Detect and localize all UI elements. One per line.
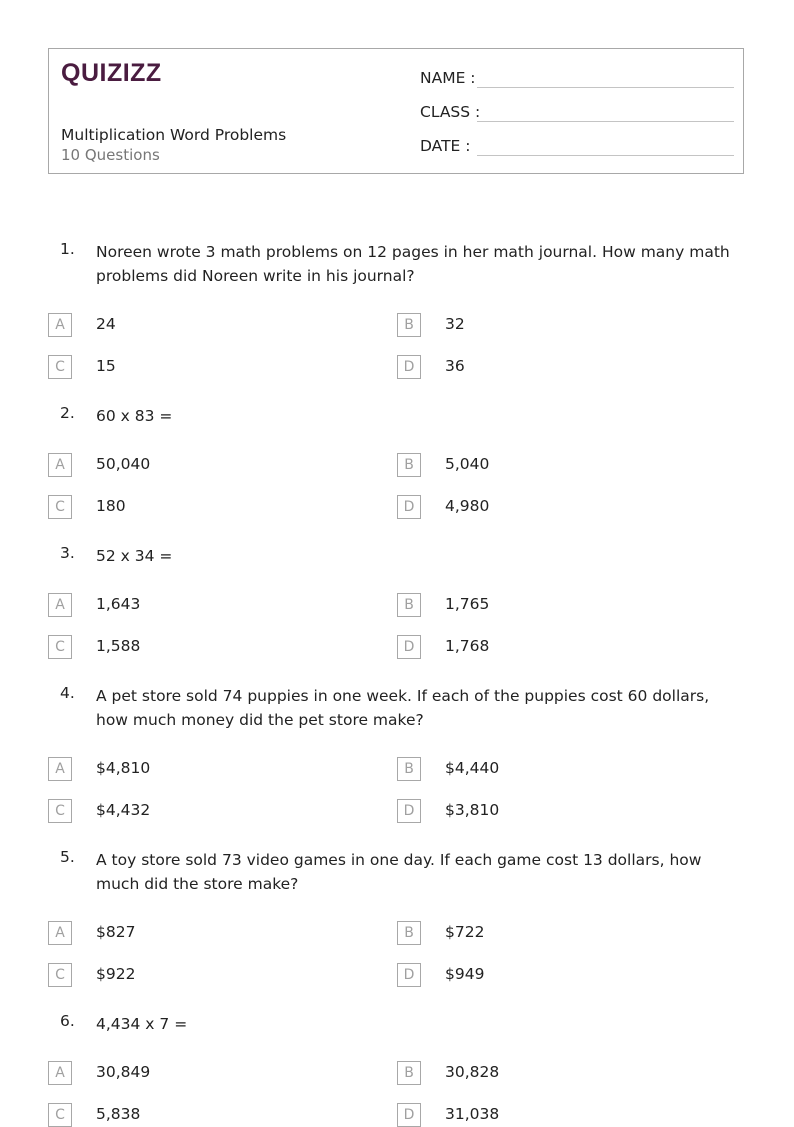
name-line bbox=[477, 87, 734, 88]
name-label: NAME : bbox=[420, 69, 476, 87]
date-field[interactable] bbox=[420, 135, 734, 159]
option-letter: B bbox=[397, 313, 421, 337]
option-letter: A bbox=[48, 921, 72, 945]
option-letter: C bbox=[48, 495, 72, 519]
question-text: 52 x 34 = bbox=[96, 547, 173, 565]
option-text: 50,040 bbox=[96, 455, 151, 473]
option-text: 30,849 bbox=[96, 1063, 151, 1081]
option-letter: B bbox=[397, 921, 421, 945]
option-letter: C bbox=[48, 799, 72, 823]
option-text: 24 bbox=[96, 315, 116, 333]
question-count: 10 Questions bbox=[61, 146, 160, 164]
option-letter: D bbox=[397, 495, 421, 519]
option-letter: D bbox=[397, 635, 421, 659]
option-letter: A bbox=[48, 313, 72, 337]
option-letter: C bbox=[48, 963, 72, 987]
option-letter: D bbox=[397, 799, 421, 823]
option-text: 36 bbox=[445, 357, 465, 375]
option-letter: B bbox=[397, 593, 421, 617]
option-text: 1,588 bbox=[96, 637, 141, 655]
date-label: DATE : bbox=[420, 137, 471, 155]
option-text: $3,810 bbox=[445, 801, 500, 819]
quizizz-logo: QUIZIZZ bbox=[61, 59, 162, 87]
option-text: $4,810 bbox=[96, 759, 151, 777]
option-text: 5,838 bbox=[96, 1105, 141, 1123]
question-number: 5. bbox=[60, 848, 75, 866]
option-text: 4,980 bbox=[445, 497, 490, 515]
date-line bbox=[477, 155, 734, 156]
question-number: 4. bbox=[60, 684, 75, 702]
question-text: 4,434 x 7 = bbox=[96, 1015, 188, 1033]
option-letter: B bbox=[397, 1061, 421, 1085]
option-letter: A bbox=[48, 1061, 72, 1085]
class-label: CLASS : bbox=[420, 103, 481, 121]
class-field[interactable] bbox=[420, 101, 734, 125]
option-text: 30,828 bbox=[445, 1063, 500, 1081]
option-text: 15 bbox=[96, 357, 116, 375]
option-text: $722 bbox=[445, 923, 485, 941]
option-letter: D bbox=[397, 963, 421, 987]
option-text: $4,432 bbox=[96, 801, 151, 819]
question-text: A pet store sold 74 puppies in one week. If each of the puppies cost 60 dollars, how much money did the pet store make? bbox=[96, 687, 710, 729]
question-number: 1. bbox=[60, 240, 75, 258]
option-letter: A bbox=[48, 593, 72, 617]
option-letter: D bbox=[397, 1103, 421, 1127]
option-text: 32 bbox=[445, 315, 465, 333]
option-letter: A bbox=[48, 757, 72, 781]
option-text: 180 bbox=[96, 497, 126, 515]
option-text: 1,768 bbox=[445, 637, 490, 655]
worksheet-header bbox=[48, 48, 744, 174]
question-number: 2. bbox=[60, 404, 75, 422]
option-text: 5,040 bbox=[445, 455, 490, 473]
option-text: 31,038 bbox=[445, 1105, 500, 1123]
question-number: 3. bbox=[60, 544, 75, 562]
worksheet-title: Multiplication Word Problems bbox=[61, 126, 287, 144]
question-text: 60 x 83 = bbox=[96, 407, 173, 425]
question-number: 6. bbox=[60, 1012, 75, 1030]
option-text: $827 bbox=[96, 923, 136, 941]
option-letter: A bbox=[48, 453, 72, 477]
option-text: $922 bbox=[96, 965, 136, 983]
option-letter: C bbox=[48, 355, 72, 379]
option-text: $4,440 bbox=[445, 759, 500, 777]
option-text: 1,643 bbox=[96, 595, 141, 613]
option-text: $949 bbox=[445, 965, 485, 983]
option-letter: B bbox=[397, 757, 421, 781]
option-text: 1,765 bbox=[445, 595, 490, 613]
question-text: A toy store sold 73 video games in one day. If each game cost 13 dollars, how much did the store make? bbox=[96, 851, 702, 893]
class-line bbox=[477, 121, 734, 122]
option-letter: C bbox=[48, 1103, 72, 1127]
name-field[interactable] bbox=[420, 67, 734, 91]
option-letter: D bbox=[397, 355, 421, 379]
question-text: Noreen wrote 3 math problems on 12 pages in her math journal. How many math problems did Noreen write in his journal? bbox=[96, 243, 730, 285]
option-letter: B bbox=[397, 453, 421, 477]
option-letter: C bbox=[48, 635, 72, 659]
